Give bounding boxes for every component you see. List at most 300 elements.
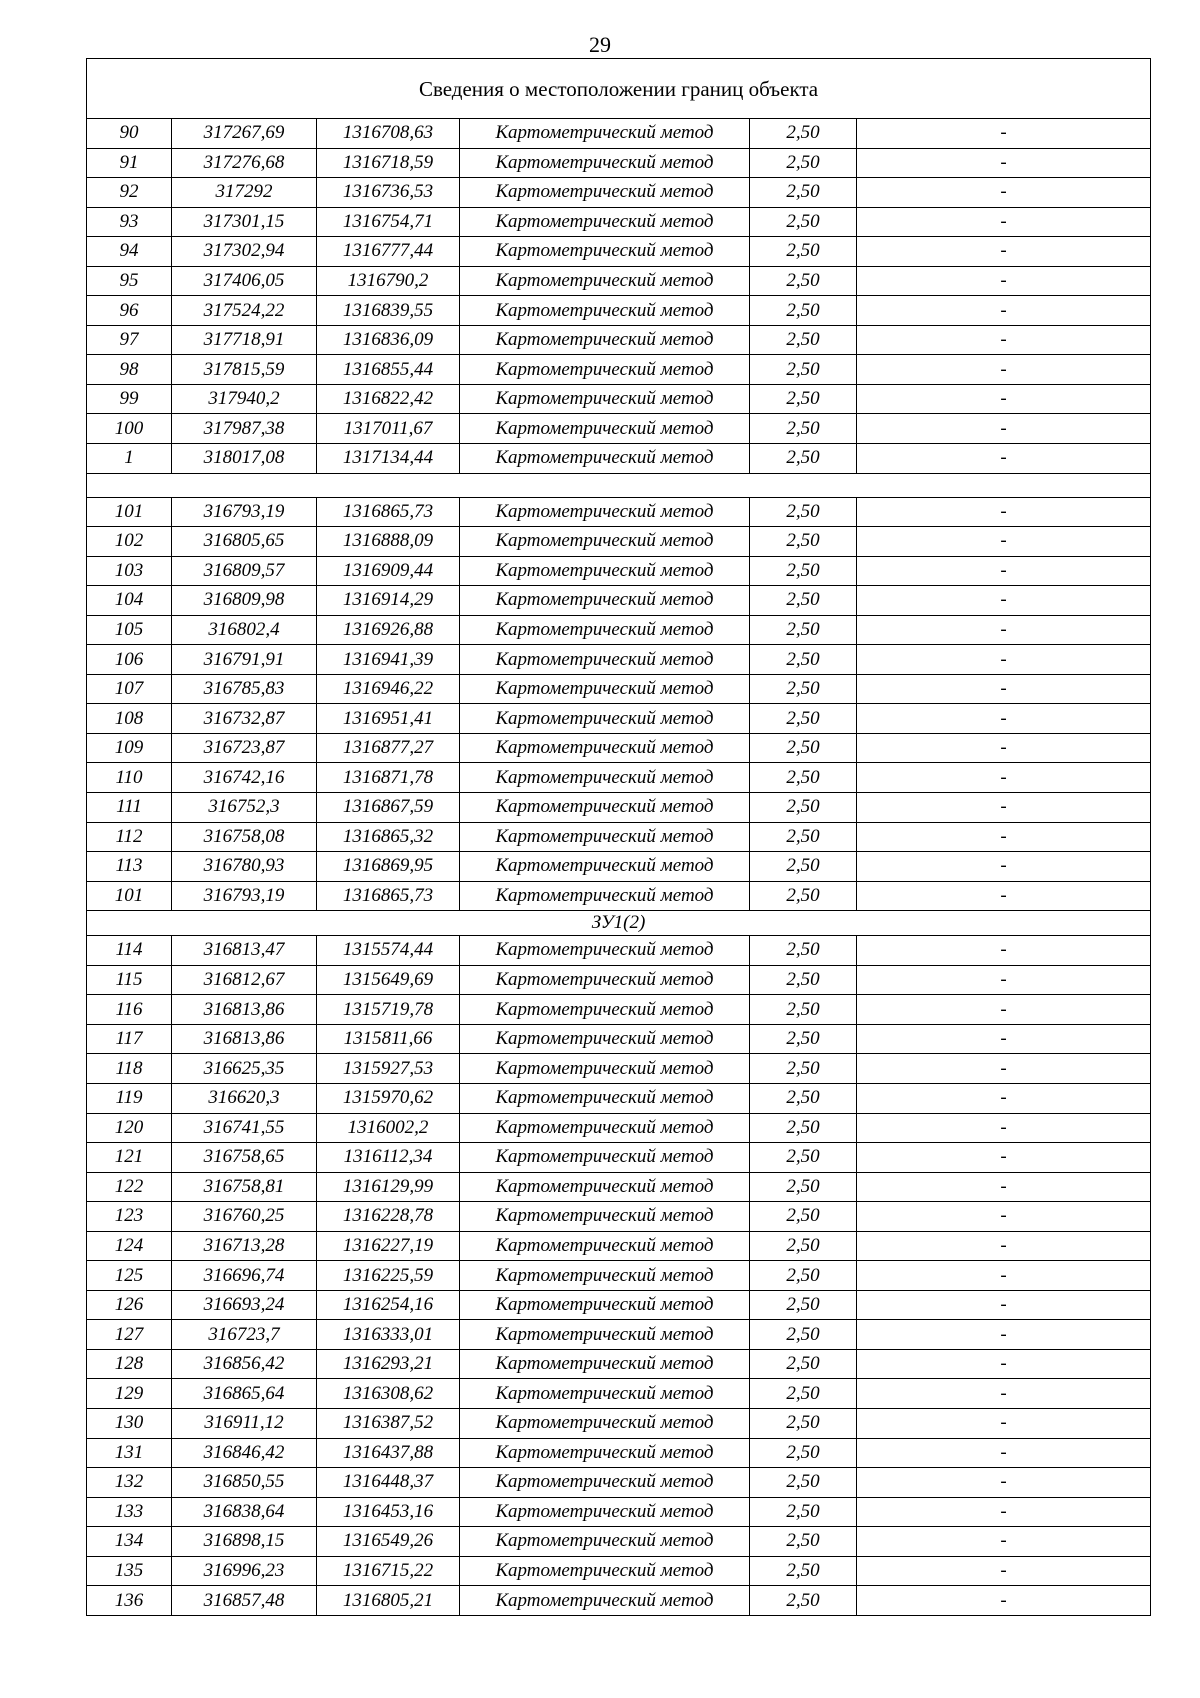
point-number-cell: 116 <box>87 995 172 1025</box>
table-row <box>87 1143 1151 1173</box>
y-coordinate-cell: 1317011,67 <box>317 414 460 444</box>
point-number-cell: 119 <box>87 1083 172 1113</box>
y-coordinate-cell: 1316293,21 <box>317 1349 460 1379</box>
table-row <box>87 1054 1151 1084</box>
accuracy-cell: 2,50 <box>750 1261 857 1291</box>
description-cell: - <box>857 1113 1151 1143</box>
table-row <box>87 325 1151 355</box>
method-cell: Картометрический метод <box>460 1054 750 1084</box>
accuracy-cell: 2,50 <box>750 296 857 326</box>
y-coordinate-cell: 1316869,95 <box>317 852 460 882</box>
method-cell: Картометрический метод <box>460 586 750 616</box>
method-cell: Картометрический метод <box>460 207 750 237</box>
point-number-cell: 111 <box>87 793 172 823</box>
point-number-cell: 104 <box>87 586 172 616</box>
x-coordinate-cell: 316865,64 <box>172 1379 317 1409</box>
accuracy-cell: 2,50 <box>750 645 857 675</box>
x-coordinate-cell: 316696,74 <box>172 1261 317 1291</box>
description-cell: - <box>857 1408 1151 1438</box>
point-number-cell: 117 <box>87 1024 172 1054</box>
description-cell: - <box>857 763 1151 793</box>
accuracy-cell: 2,50 <box>750 1438 857 1468</box>
description-cell: - <box>857 965 1151 995</box>
accuracy-cell: 2,50 <box>750 1054 857 1084</box>
x-coordinate-cell: 317301,15 <box>172 207 317 237</box>
y-coordinate-cell: 1315927,53 <box>317 1054 460 1084</box>
y-coordinate-cell: 1316888,09 <box>317 527 460 557</box>
y-coordinate-cell: 1316877,27 <box>317 733 460 763</box>
method-cell: Картометрический метод <box>460 384 750 414</box>
accuracy-cell: 2,50 <box>750 325 857 355</box>
x-coordinate-cell: 316693,24 <box>172 1290 317 1320</box>
accuracy-cell: 2,50 <box>750 1586 857 1616</box>
group-separator-row <box>87 473 1151 497</box>
accuracy-cell: 2,50 <box>750 1349 857 1379</box>
method-cell: Картометрический метод <box>460 266 750 296</box>
y-coordinate-cell: 1316805,21 <box>317 1586 460 1616</box>
method-cell: Картометрический метод <box>460 1379 750 1409</box>
method-cell: Картометрический метод <box>460 1231 750 1261</box>
table-row <box>87 1320 1151 1350</box>
x-coordinate-cell: 316838,64 <box>172 1497 317 1527</box>
point-number-cell: 125 <box>87 1261 172 1291</box>
x-coordinate-cell: 316742,16 <box>172 763 317 793</box>
point-number-cell: 130 <box>87 1408 172 1438</box>
accuracy-cell: 2,50 <box>750 586 857 616</box>
table-row <box>87 615 1151 645</box>
method-cell: Картометрический метод <box>460 1261 750 1291</box>
table-row <box>87 148 1151 178</box>
description-cell: - <box>857 995 1151 1025</box>
x-coordinate-cell: 316809,57 <box>172 556 317 586</box>
table-row <box>87 1527 1151 1557</box>
accuracy-cell: 2,50 <box>750 1556 857 1586</box>
method-cell: Картометрический метод <box>460 325 750 355</box>
x-coordinate-cell: 316752,3 <box>172 793 317 823</box>
table-row <box>87 119 1151 149</box>
y-coordinate-cell: 1316437,88 <box>317 1438 460 1468</box>
accuracy-cell: 2,50 <box>750 1379 857 1409</box>
y-coordinate-cell: 1316777,44 <box>317 237 460 267</box>
description-cell: - <box>857 1172 1151 1202</box>
description-cell: - <box>857 1586 1151 1616</box>
table-row <box>87 1202 1151 1232</box>
accuracy-cell: 2,50 <box>750 852 857 882</box>
x-coordinate-cell: 316625,35 <box>172 1054 317 1084</box>
x-coordinate-cell: 316741,55 <box>172 1113 317 1143</box>
y-coordinate-cell: 1316754,71 <box>317 207 460 237</box>
method-cell: Картометрический метод <box>460 822 750 852</box>
table-row <box>87 1231 1151 1261</box>
point-number-cell: 101 <box>87 497 172 527</box>
description-cell: - <box>857 852 1151 882</box>
method-cell: Картометрический метод <box>460 704 750 734</box>
table-row <box>87 384 1151 414</box>
accuracy-cell: 2,50 <box>750 1320 857 1350</box>
method-cell: Картометрический метод <box>460 645 750 675</box>
point-number-cell: 115 <box>87 965 172 995</box>
y-coordinate-cell: 1316112,34 <box>317 1143 460 1173</box>
accuracy-cell: 2,50 <box>750 444 857 474</box>
method-cell: Картометрический метод <box>460 1349 750 1379</box>
method-cell: Картометрический метод <box>460 414 750 444</box>
method-cell: Картометрический метод <box>460 1202 750 1232</box>
table-row <box>87 1349 1151 1379</box>
description-cell: - <box>857 355 1151 385</box>
y-coordinate-cell: 1316448,37 <box>317 1468 460 1498</box>
point-number-cell: 100 <box>87 414 172 444</box>
description-cell: - <box>857 793 1151 823</box>
method-cell: Картометрический метод <box>460 237 750 267</box>
description-cell: - <box>857 674 1151 704</box>
description-cell: - <box>857 1349 1151 1379</box>
x-coordinate-cell: 316996,23 <box>172 1556 317 1586</box>
accuracy-cell: 2,50 <box>750 556 857 586</box>
point-number-cell: 94 <box>87 237 172 267</box>
table-row <box>87 556 1151 586</box>
x-coordinate-cell: 316813,86 <box>172 995 317 1025</box>
method-cell: Картометрический метод <box>460 881 750 911</box>
accuracy-cell: 2,50 <box>750 148 857 178</box>
x-coordinate-cell: 316805,65 <box>172 527 317 557</box>
method-cell: Картометрический метод <box>460 148 750 178</box>
method-cell: Картометрический метод <box>460 995 750 1025</box>
description-cell: - <box>857 1024 1151 1054</box>
method-cell: Картометрический метод <box>460 444 750 474</box>
point-number-cell: 1 <box>87 444 172 474</box>
method-cell: Картометрический метод <box>460 178 750 208</box>
point-number-cell: 132 <box>87 1468 172 1498</box>
point-number-cell: 99 <box>87 384 172 414</box>
y-coordinate-cell: 1316387,52 <box>317 1408 460 1438</box>
description-cell: - <box>857 527 1151 557</box>
point-number-cell: 129 <box>87 1379 172 1409</box>
accuracy-cell: 2,50 <box>750 793 857 823</box>
accuracy-cell: 2,50 <box>750 497 857 527</box>
accuracy-cell: 2,50 <box>750 1083 857 1113</box>
point-number-cell: 133 <box>87 1497 172 1527</box>
x-coordinate-cell: 317524,22 <box>172 296 317 326</box>
accuracy-cell: 2,50 <box>750 384 857 414</box>
description-cell: - <box>857 1468 1151 1498</box>
accuracy-cell: 2,50 <box>750 1468 857 1498</box>
x-coordinate-cell: 316850,55 <box>172 1468 317 1498</box>
description-cell: - <box>857 497 1151 527</box>
method-cell: Картометрический метод <box>460 852 750 882</box>
table-row <box>87 645 1151 675</box>
point-number-cell: 135 <box>87 1556 172 1586</box>
x-coordinate-cell: 316758,65 <box>172 1143 317 1173</box>
x-coordinate-cell: 316813,47 <box>172 936 317 966</box>
table-title-row <box>87 59 1151 119</box>
description-cell: - <box>857 586 1151 616</box>
x-coordinate-cell: 316809,98 <box>172 586 317 616</box>
description-cell: - <box>857 266 1151 296</box>
point-number-cell: 131 <box>87 1438 172 1468</box>
method-cell: Картометрический метод <box>460 674 750 704</box>
table-row <box>87 1261 1151 1291</box>
point-number-cell: 105 <box>87 615 172 645</box>
description-cell: - <box>857 1290 1151 1320</box>
accuracy-cell: 2,50 <box>750 355 857 385</box>
method-cell: Картометрический метод <box>460 556 750 586</box>
method-cell: Картометрический метод <box>460 1527 750 1557</box>
method-cell: Картометрический метод <box>460 965 750 995</box>
point-number-cell: 134 <box>87 1527 172 1557</box>
y-coordinate-cell: 1316865,32 <box>317 822 460 852</box>
y-coordinate-cell: 1316002,2 <box>317 1113 460 1143</box>
method-cell: Картометрический метод <box>460 1468 750 1498</box>
x-coordinate-cell: 316780,93 <box>172 852 317 882</box>
accuracy-cell: 2,50 <box>750 1172 857 1202</box>
accuracy-cell: 2,50 <box>750 1024 857 1054</box>
table-row <box>87 586 1151 616</box>
description-cell: - <box>857 645 1151 675</box>
description-cell: - <box>857 1497 1151 1527</box>
point-number-cell: 96 <box>87 296 172 326</box>
x-coordinate-cell: 317406,05 <box>172 266 317 296</box>
y-coordinate-cell: 1316228,78 <box>317 1202 460 1232</box>
point-number-cell: 136 <box>87 1586 172 1616</box>
accuracy-cell: 2,50 <box>750 704 857 734</box>
point-number-cell: 97 <box>87 325 172 355</box>
y-coordinate-cell: 1316736,53 <box>317 178 460 208</box>
description-cell: - <box>857 444 1151 474</box>
x-coordinate-cell: 316856,42 <box>172 1349 317 1379</box>
y-coordinate-cell: 1316867,59 <box>317 793 460 823</box>
table-row <box>87 497 1151 527</box>
y-coordinate-cell: 1316946,22 <box>317 674 460 704</box>
table-row <box>87 1468 1151 1498</box>
x-coordinate-cell: 316723,87 <box>172 733 317 763</box>
table-row <box>87 1586 1151 1616</box>
accuracy-cell: 2,50 <box>750 674 857 704</box>
description-cell: - <box>857 148 1151 178</box>
table-row <box>87 965 1151 995</box>
y-coordinate-cell: 1316790,2 <box>317 266 460 296</box>
method-cell: Картометрический метод <box>460 733 750 763</box>
description-cell: - <box>857 822 1151 852</box>
table-row <box>87 822 1151 852</box>
description-cell: - <box>857 1261 1151 1291</box>
point-number-cell: 124 <box>87 1231 172 1261</box>
method-cell: Картометрический метод <box>460 1290 750 1320</box>
description-cell: - <box>857 1143 1151 1173</box>
x-coordinate-cell: 317276,68 <box>172 148 317 178</box>
method-cell: Картометрический метод <box>460 1556 750 1586</box>
accuracy-cell: 2,50 <box>750 1527 857 1557</box>
table-row <box>87 296 1151 326</box>
description-cell: - <box>857 881 1151 911</box>
y-coordinate-cell: 1316855,44 <box>317 355 460 385</box>
method-cell: Картометрический метод <box>460 615 750 645</box>
point-number-cell: 120 <box>87 1113 172 1143</box>
x-coordinate-cell: 318017,08 <box>172 444 317 474</box>
point-number-cell: 106 <box>87 645 172 675</box>
y-coordinate-cell: 1315811,66 <box>317 1024 460 1054</box>
method-cell: Картометрический метод <box>460 527 750 557</box>
x-coordinate-cell: 317940,2 <box>172 384 317 414</box>
point-number-cell: 103 <box>87 556 172 586</box>
y-coordinate-cell: 1316333,01 <box>317 1320 460 1350</box>
table-row <box>87 414 1151 444</box>
description-cell: - <box>857 1320 1151 1350</box>
y-coordinate-cell: 1316909,44 <box>317 556 460 586</box>
x-coordinate-cell: 316723,7 <box>172 1320 317 1350</box>
x-coordinate-cell: 316846,42 <box>172 1438 317 1468</box>
x-coordinate-cell: 316793,19 <box>172 497 317 527</box>
point-number-cell: 122 <box>87 1172 172 1202</box>
description-cell: - <box>857 1202 1151 1232</box>
point-number-cell: 90 <box>87 119 172 149</box>
description-cell: - <box>857 1083 1151 1113</box>
section-label: ЗУ1(2) <box>87 911 1151 936</box>
accuracy-cell: 2,50 <box>750 207 857 237</box>
table-row <box>87 1113 1151 1143</box>
x-coordinate-cell: 316791,91 <box>172 645 317 675</box>
y-coordinate-cell: 1316822,42 <box>317 384 460 414</box>
accuracy-cell: 2,50 <box>750 733 857 763</box>
description-cell: - <box>857 936 1151 966</box>
table-row <box>87 1408 1151 1438</box>
table-row <box>87 527 1151 557</box>
x-coordinate-cell: 317292 <box>172 178 317 208</box>
point-number-cell: 113 <box>87 852 172 882</box>
method-cell: Картометрический метод <box>460 296 750 326</box>
description-cell: - <box>857 1231 1151 1261</box>
description-cell: - <box>857 384 1151 414</box>
accuracy-cell: 2,50 <box>750 1202 857 1232</box>
description-cell: - <box>857 325 1151 355</box>
point-number-cell: 107 <box>87 674 172 704</box>
y-coordinate-cell: 1316453,16 <box>317 1497 460 1527</box>
method-cell: Картометрический метод <box>460 1172 750 1202</box>
table-row <box>87 444 1151 474</box>
description-cell: - <box>857 207 1151 237</box>
y-coordinate-cell: 1317134,44 <box>317 444 460 474</box>
accuracy-cell: 2,50 <box>750 881 857 911</box>
table-row <box>87 793 1151 823</box>
x-coordinate-cell: 317302,94 <box>172 237 317 267</box>
y-coordinate-cell: 1316254,16 <box>317 1290 460 1320</box>
description-cell: - <box>857 1054 1151 1084</box>
x-coordinate-cell: 317718,91 <box>172 325 317 355</box>
method-cell: Картометрический метод <box>460 1320 750 1350</box>
accuracy-cell: 2,50 <box>750 995 857 1025</box>
method-cell: Картометрический метод <box>460 1497 750 1527</box>
method-cell: Картометрический метод <box>460 119 750 149</box>
point-number-cell: 102 <box>87 527 172 557</box>
point-number-cell: 110 <box>87 763 172 793</box>
page-number: 29 <box>589 32 611 57</box>
y-coordinate-cell: 1316715,22 <box>317 1556 460 1586</box>
point-number-cell: 93 <box>87 207 172 237</box>
table-row <box>87 1497 1151 1527</box>
description-cell: - <box>857 178 1151 208</box>
x-coordinate-cell: 317987,38 <box>172 414 317 444</box>
x-coordinate-cell: 316802,4 <box>172 615 317 645</box>
table-row <box>87 704 1151 734</box>
table-row <box>87 763 1151 793</box>
table-body <box>87 59 1151 1616</box>
x-coordinate-cell: 316813,86 <box>172 1024 317 1054</box>
accuracy-cell: 2,50 <box>750 1408 857 1438</box>
accuracy-cell: 2,50 <box>750 822 857 852</box>
method-cell: Картометрический метод <box>460 497 750 527</box>
method-cell: Картометрический метод <box>460 1438 750 1468</box>
description-cell: - <box>857 119 1151 149</box>
accuracy-cell: 2,50 <box>750 119 857 149</box>
y-coordinate-cell: 1316871,78 <box>317 763 460 793</box>
x-coordinate-cell: 316793,19 <box>172 881 317 911</box>
table-row <box>87 1024 1151 1054</box>
y-coordinate-cell: 1315574,44 <box>317 936 460 966</box>
table-row <box>87 852 1151 882</box>
x-coordinate-cell: 316758,81 <box>172 1172 317 1202</box>
table-row <box>87 178 1151 208</box>
table-row <box>87 266 1151 296</box>
accuracy-cell: 2,50 <box>750 527 857 557</box>
table-row <box>87 355 1151 385</box>
section-label-row <box>87 911 1151 936</box>
description-cell: - <box>857 556 1151 586</box>
table-row <box>87 995 1151 1025</box>
y-coordinate-cell: 1316914,29 <box>317 586 460 616</box>
y-coordinate-cell: 1315970,62 <box>317 1083 460 1113</box>
y-coordinate-cell: 1315649,69 <box>317 965 460 995</box>
x-coordinate-cell: 316785,83 <box>172 674 317 704</box>
table-row <box>87 674 1151 704</box>
accuracy-cell: 2,50 <box>750 1113 857 1143</box>
table-row <box>87 1083 1151 1113</box>
table-row <box>87 207 1151 237</box>
point-number-cell: 127 <box>87 1320 172 1350</box>
table-row <box>87 881 1151 911</box>
x-coordinate-cell: 316898,15 <box>172 1527 317 1557</box>
description-cell: - <box>857 704 1151 734</box>
point-number-cell: 112 <box>87 822 172 852</box>
x-coordinate-cell: 316857,48 <box>172 1586 317 1616</box>
accuracy-cell: 2,50 <box>750 615 857 645</box>
x-coordinate-cell: 316713,28 <box>172 1231 317 1261</box>
method-cell: Картометрический метод <box>460 1113 750 1143</box>
x-coordinate-cell: 316911,12 <box>172 1408 317 1438</box>
table-row <box>87 1556 1151 1586</box>
point-number-cell: 123 <box>87 1202 172 1232</box>
y-coordinate-cell: 1316951,41 <box>317 704 460 734</box>
method-cell: Картометрический метод <box>460 1586 750 1616</box>
x-coordinate-cell: 316620,3 <box>172 1083 317 1113</box>
method-cell: Картометрический метод <box>460 1143 750 1173</box>
x-coordinate-cell: 316812,67 <box>172 965 317 995</box>
y-coordinate-cell: 1316549,26 <box>317 1527 460 1557</box>
description-cell: - <box>857 733 1151 763</box>
table-title: Сведения о местоположении границ объекта <box>87 59 1151 119</box>
point-number-cell: 101 <box>87 881 172 911</box>
accuracy-cell: 2,50 <box>750 1497 857 1527</box>
y-coordinate-cell: 1316865,73 <box>317 881 460 911</box>
point-number-cell: 92 <box>87 178 172 208</box>
accuracy-cell: 2,50 <box>750 178 857 208</box>
method-cell: Картометрический метод <box>460 1024 750 1054</box>
accuracy-cell: 2,50 <box>750 965 857 995</box>
accuracy-cell: 2,50 <box>750 414 857 444</box>
method-cell: Картометрический метод <box>460 936 750 966</box>
x-coordinate-cell: 316758,08 <box>172 822 317 852</box>
point-number-cell: 95 <box>87 266 172 296</box>
accuracy-cell: 2,50 <box>750 237 857 267</box>
accuracy-cell: 2,50 <box>750 763 857 793</box>
